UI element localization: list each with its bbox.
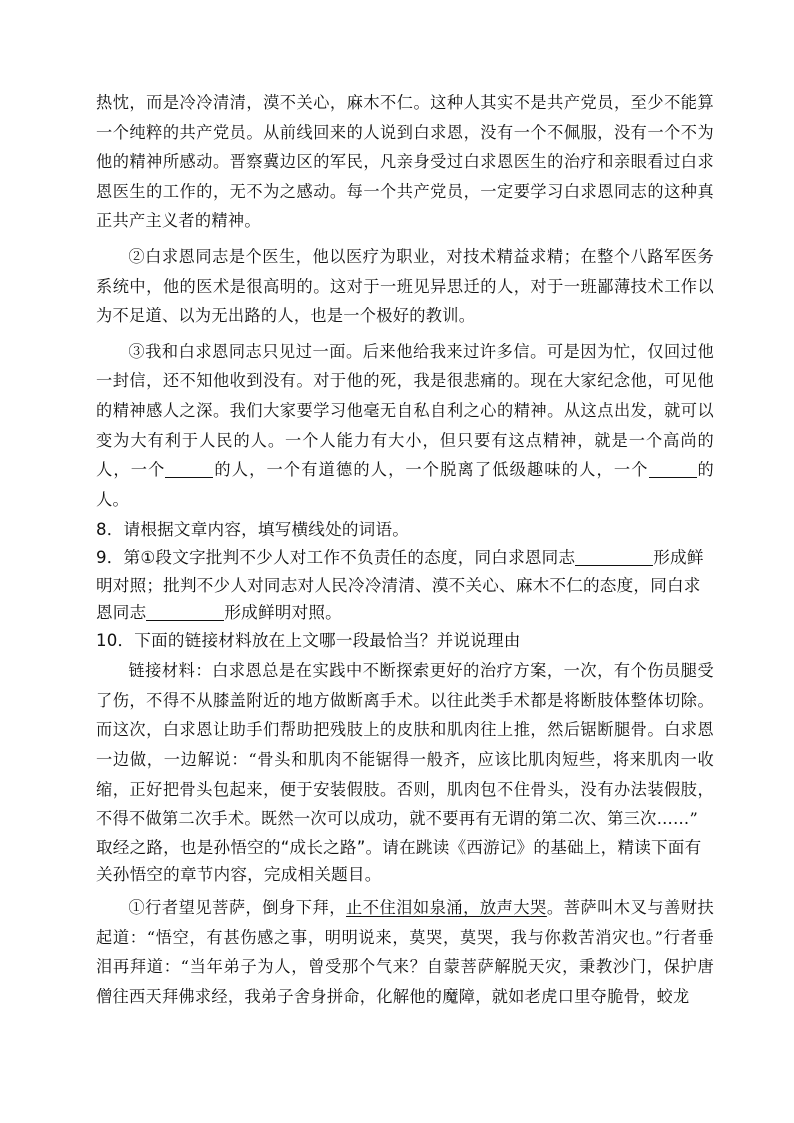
fill-blank-1 xyxy=(165,461,213,478)
passage-paragraph-3-text-b: 的人，一个有道德的人，一个脱离了低级趣味的人，一个 xyxy=(213,460,649,480)
question-9-blank-1 xyxy=(575,548,653,566)
passage-paragraph-3-text-c: 的人。 xyxy=(96,460,714,509)
xiyouji-paragraph-1-text-b: 。菩萨叫木叉与善财扶起道：“悟空，有甚伤感之事，明明说来，莫哭，莫哭，我与你救苦消灾也。”行者垂泪再拜道：“当年弟子为人，曾受那个气来？自蒙菩萨解脱天灾，秉教沙门，保护唐僧往西天拜佛求经，我弟子舍身拼命，化解他的魔障，就如老虎口里夺脆骨，蛟龙 xyxy=(96,898,715,1006)
underlined-phrase: 止不住泪如泉涌，放声大哭 xyxy=(346,898,547,918)
question-10: 10．下面的链接材料放在上文哪一段最恰当？并说说理由 xyxy=(96,630,521,650)
question-9 xyxy=(96,544,714,627)
passage-paragraph-3 xyxy=(96,337,714,515)
xiyouji-paragraph-1 xyxy=(96,893,714,1011)
xiyouji-paragraph-1-text-a: ①行者望见菩萨，倒身下拜， xyxy=(128,898,346,918)
passage-paragraph-3-text-a: ③我和白求恩同志只见过一面。后来他给我来过许多信。可是因为忙，仅回过他一封信，还不知他收到没有。对于他的死，我是很悲痛的。现在大家纪念他，可见他的精神感人之深。我们大家要学习他毫无自私自利之心的精神。从这点出发，就可以变为大有利于人民的人。一个人能力有大小，但只要有这点精神，就是一个高尚的人，一个 xyxy=(96,341,714,480)
passage-paragraph-2-text: ②白求恩同志是个医生，他以医疗为职业，对技术精益求精；在整个八路军医务系统中，他的医术是很高明的。这对于一班见异思迁的人，对于一班鄙薄技术工作以为不足道、以为无出路的人，也是一个极好的教训。 xyxy=(96,246,714,326)
question-9-blank-2 xyxy=(146,604,224,622)
xiyouji-intro: 取经之路，也是孙悟空的“成长之路”。请在跳读《西游记》的基础上，精读下面有关孙悟空的章节内容，完成相关题目。 xyxy=(96,837,702,885)
question-9-text-c: 形成鲜明对照。 xyxy=(224,603,342,623)
question-8: 8．请根据文章内容，填写横线处的词语。 xyxy=(96,520,410,540)
passage-paragraph-2 xyxy=(96,242,714,331)
document-page xyxy=(96,88,714,1011)
passage-paragraph-1: 热忱，而是冷冷清清，漠不关心，麻木不仁。这种人其实不是共产党员，至少不能算一个纯粹的共产党员。从前线回来的人说到白求恩，没有一个不佩服，没有一个不为他的精神所感动。晋察冀边区的军民，凡亲身受过白求恩医生的治疗和亲眼看过白求恩医生的工作的，无不为之感动。每一个共产党员，一定要学习白求恩同志的这种真正共产主义者的精神。 xyxy=(96,93,714,231)
question-9-text-b: 形成鲜明对照；批判不少人对同志对人民冷冷清清、漠不关心、麻木不仁的态度，同白求恩同志 xyxy=(96,547,704,623)
link-material: 链接材料：白求恩总是在实践中不断探索更好的治疗方案，一次，有个伤员腿受了伤，不得不从膝盖附近的地方做断离手术。以往此类手术都是将断肢体整体切除。而这次，白求恩让助手们帮助把残肢上的皮肤和肌肉往上推，然后锯断腿骨。白求恩一边做，一边解说：“骨头和肌肉不能锯得一般齐，应该比肌肉短些，将来肌肉一收缩，正好把骨头包起来，便于安装假肢。否则，肌肉包不住骨头，没有办法装假肢，不得不做第二次手术。既然一次可以成功，就不要再有无谓的第二次、第三次……” xyxy=(96,661,714,829)
question-9-text-a: 9．第①段文字批判不少人对工作不负责任的态度，同白求恩同志 xyxy=(96,547,576,567)
fill-blank-2 xyxy=(649,461,697,478)
